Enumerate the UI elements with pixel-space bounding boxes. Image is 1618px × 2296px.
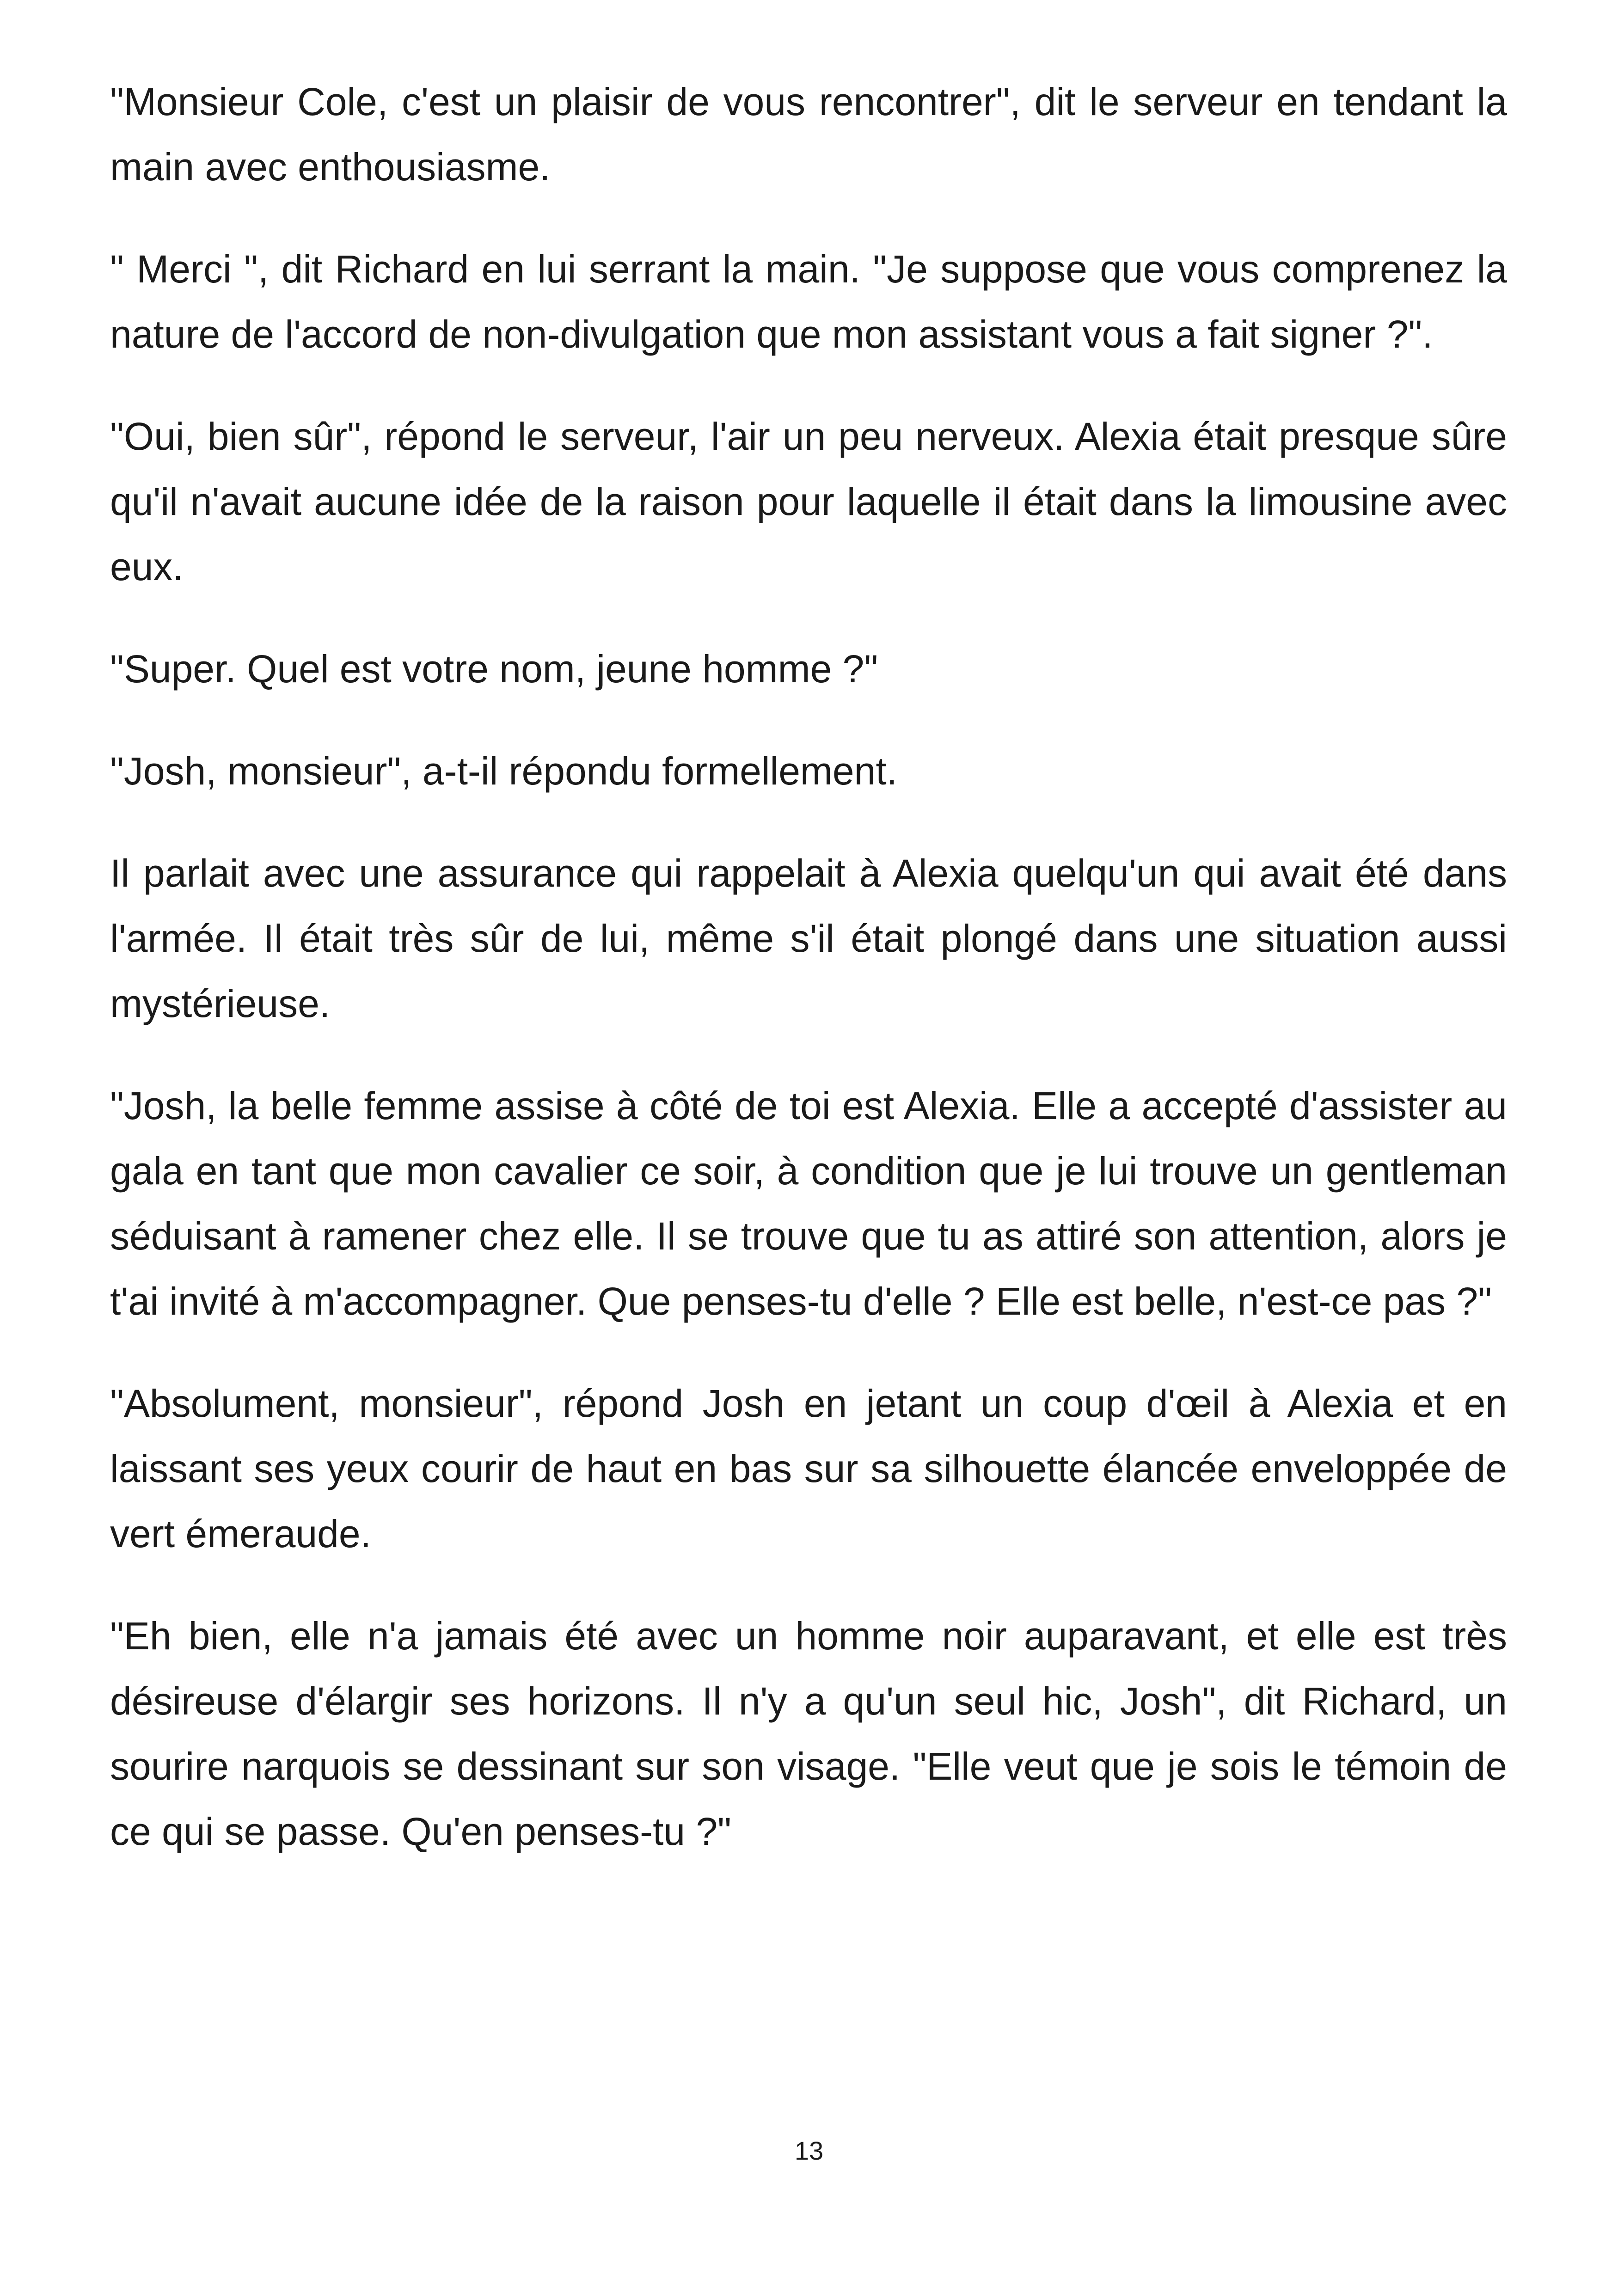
paragraph: "Eh bien, elle n'a jamais été avec un homme noir auparavant, et elle est très désireuse d'élargir ses horizons. Il n'y a qu'un seul hic, Josh", dit Richard, un sourire narquois se dessinant sur son visage. "Elle veut que je sois le témoin de ce qui se passe. Qu'en penses-tu ?" <box>110 1614 1507 1853</box>
page-number: 13 <box>794 2136 824 2165</box>
paragraph: "Oui, bien sûr", répond le serveur, l'air un peu nerveux. Alexia était presque sûre qu'il n'avait aucune idée de la raison pour laquelle il était dans la limousine avec eux. <box>110 415 1507 588</box>
paragraph: "Josh, la belle femme assise à côté de toi est Alexia. Elle a accepté d'assister au gala en tant que mon cavalier ce soir, à condition que je lui trouve un gentleman séduisant à ramener chez elle. Il se trouve que tu as attiré son attention, alors je t'ai invité à m'accompagner. Que penses-tu d'elle ? Elle est belle, n'est-ce pas ?" <box>110 1084 1507 1323</box>
paragraph: "Josh, monsieur", a-t-il répondu formellement. <box>110 749 898 793</box>
paragraph: "Super. Quel est votre nom, jeune homme ?" <box>110 647 878 691</box>
paragraph: "Absolument, monsieur", répond Josh en jetant un coup d'œil à Alexia et en laissant ses yeux courir de haut en bas sur sa silhouette élancée enveloppée de vert émeraude. <box>110 1382 1507 1555</box>
paragraph: Il parlait avec une assurance qui rappelait à Alexia quelqu'un qui avait été dans l'armée. Il était très sûr de lui, même s'il était plongé dans une situation aussi mystérieuse. <box>110 851 1507 1025</box>
body-text <box>110 69 1507 1901</box>
paragraph: "Monsieur Cole, c'est un plaisir de vous rencontrer", dit le serveur en tendant la main avec enthousiasme. <box>110 80 1507 189</box>
paragraph: " Merci ", dit Richard en lui serrant la main. "Je suppose que vous comprenez la nature de l'accord de non-divulgation que mon assistant vous a fait signer ?". <box>110 247 1507 356</box>
